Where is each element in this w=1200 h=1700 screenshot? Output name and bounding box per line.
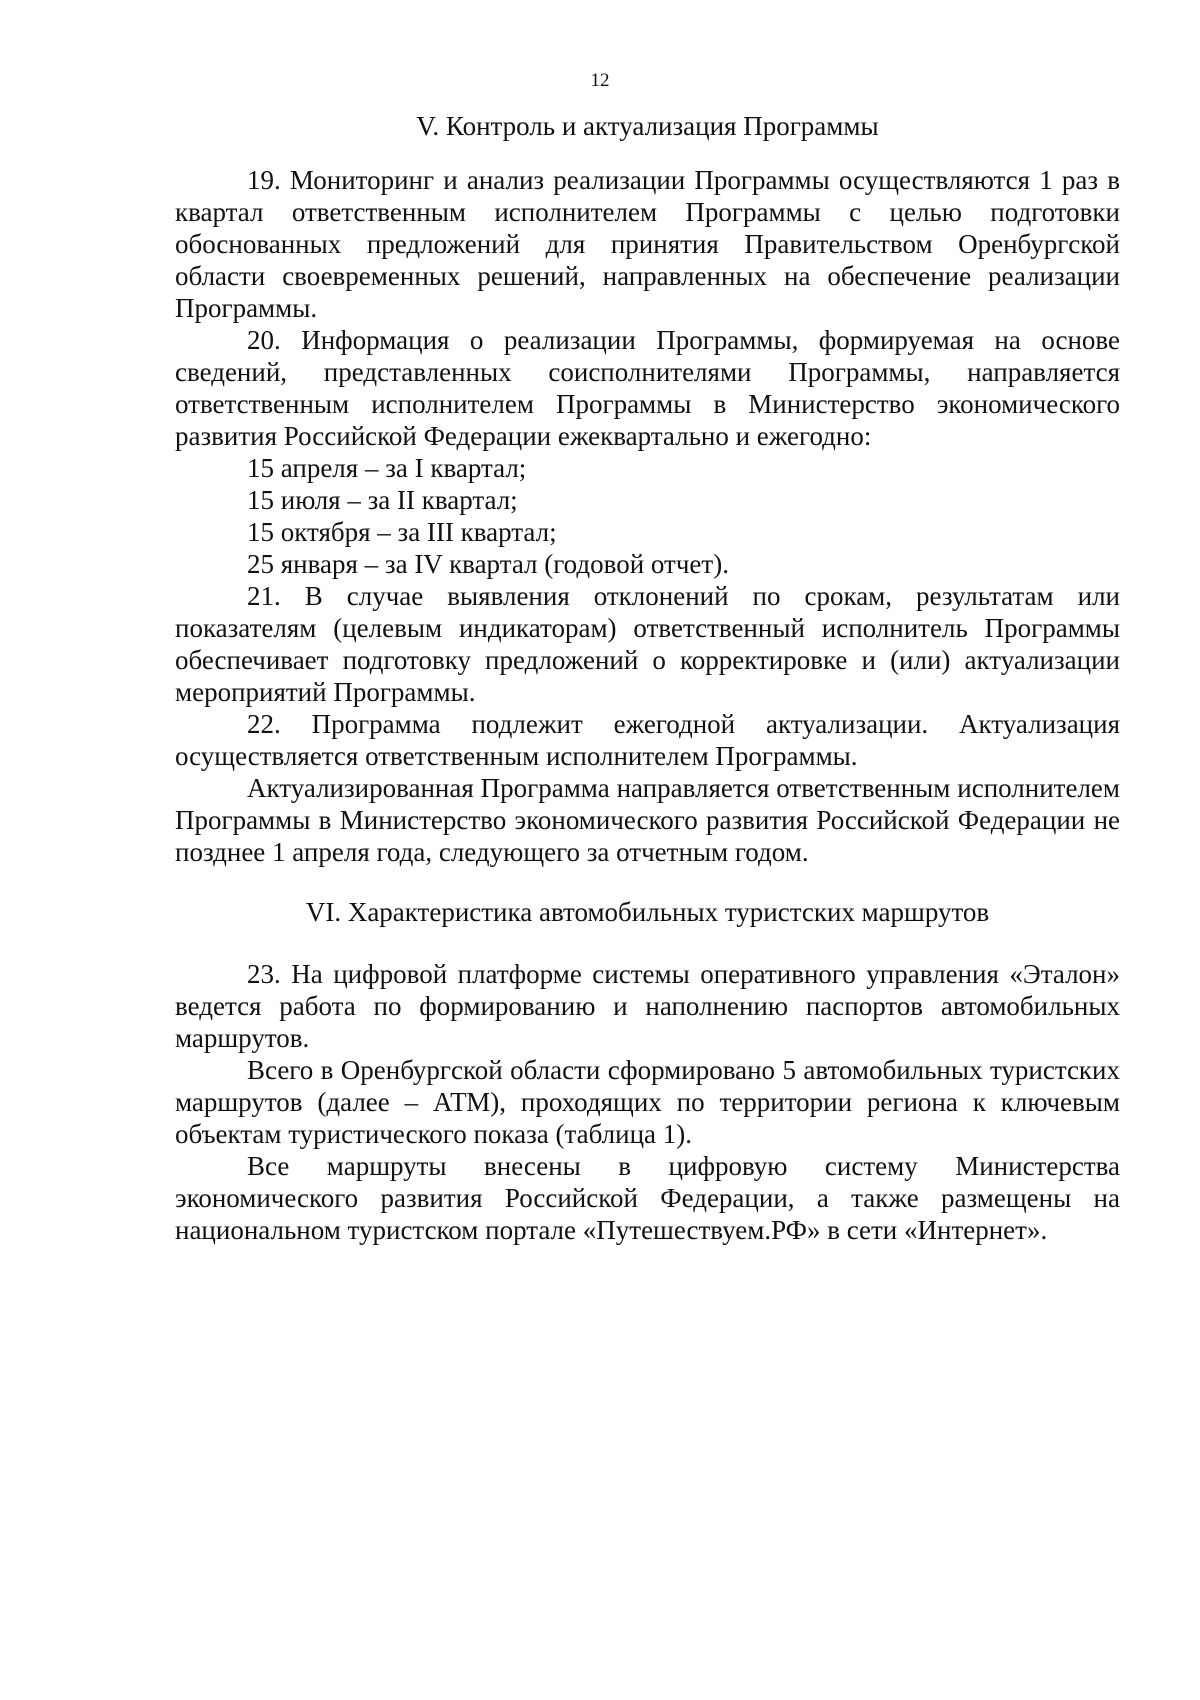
paragraph-23-atm-count: Всего в Оренбургской области сформировано 5 автомобильных туристских маршрутов (далее – АТМ), проходящих по территории региона к ключевым объектам туристического показа (таблица 1). — [175, 1055, 1120, 1149]
document-body — [175, 110, 1120, 1246]
paragraph-23-portal: Все маршруты внесены в цифровую систему Министерства экономического развития Российской Федерации, а также размещены на национальном туристском портале «Путешествуем.РФ» в сети «Интернет». — [175, 1151, 1120, 1245]
deadline-q1: 15 апреля – за I квартал; — [247, 453, 527, 483]
paragraph-23: 23. На цифровой платформе системы оперативного управления «Эталон» ведется работа по формированию и наполнению паспортов автомобильных маршрутов. — [175, 959, 1120, 1053]
paragraph-21: 21. В случае выявления отклонений по срокам, результатам или показателям (целевым индикаторам) ответственный исполнитель Программы обеспечивает подготовку предложений о корректировке и (или) актуализации мероприятий Программы. — [175, 581, 1120, 707]
paragraph-22: 22. Программа подлежит ежегодной актуализации. Актуализация осуществляется ответственным исполнителем Программы. — [175, 709, 1120, 771]
section-5-heading: V. Контроль и актуализация Программы — [416, 111, 879, 141]
page-number: 12 — [590, 70, 610, 91]
deadline-q2: 15 июля – за II квартал; — [247, 485, 518, 515]
paragraph-19: 19. Мониторинг и анализ реализации Программы осуществляются 1 раз в квартал ответственным исполнителем Программы с целью подготовки обоснованных предложений для принятия Правительством Оренбургской области своевременных решений, направленных на обеспечение реализации Программы. — [175, 165, 1120, 323]
section-6-heading: VI. Характеристика автомобильных туристских маршрутов — [305, 897, 990, 927]
paragraph-22-continued: Актуализированная Программа направляется ответственным исполнителем Программы в Министерство экономического развития Российской Федерации не позднее 1 апреля года, следующего за отчетным годом. — [175, 773, 1120, 867]
deadline-q3: 15 октября – за III квартал; — [247, 517, 557, 547]
paragraph-20: 20. Информация о реализации Программы, формируемая на основе сведений, представленных соисполнителями Программы, направляется ответственным исполнителем Программы в Министерство экономического развития Российской Федерации ежеквартально и ежегодно: — [175, 325, 1120, 451]
deadline-q4: 25 января – за IV квартал (годовой отчет). — [247, 549, 729, 579]
